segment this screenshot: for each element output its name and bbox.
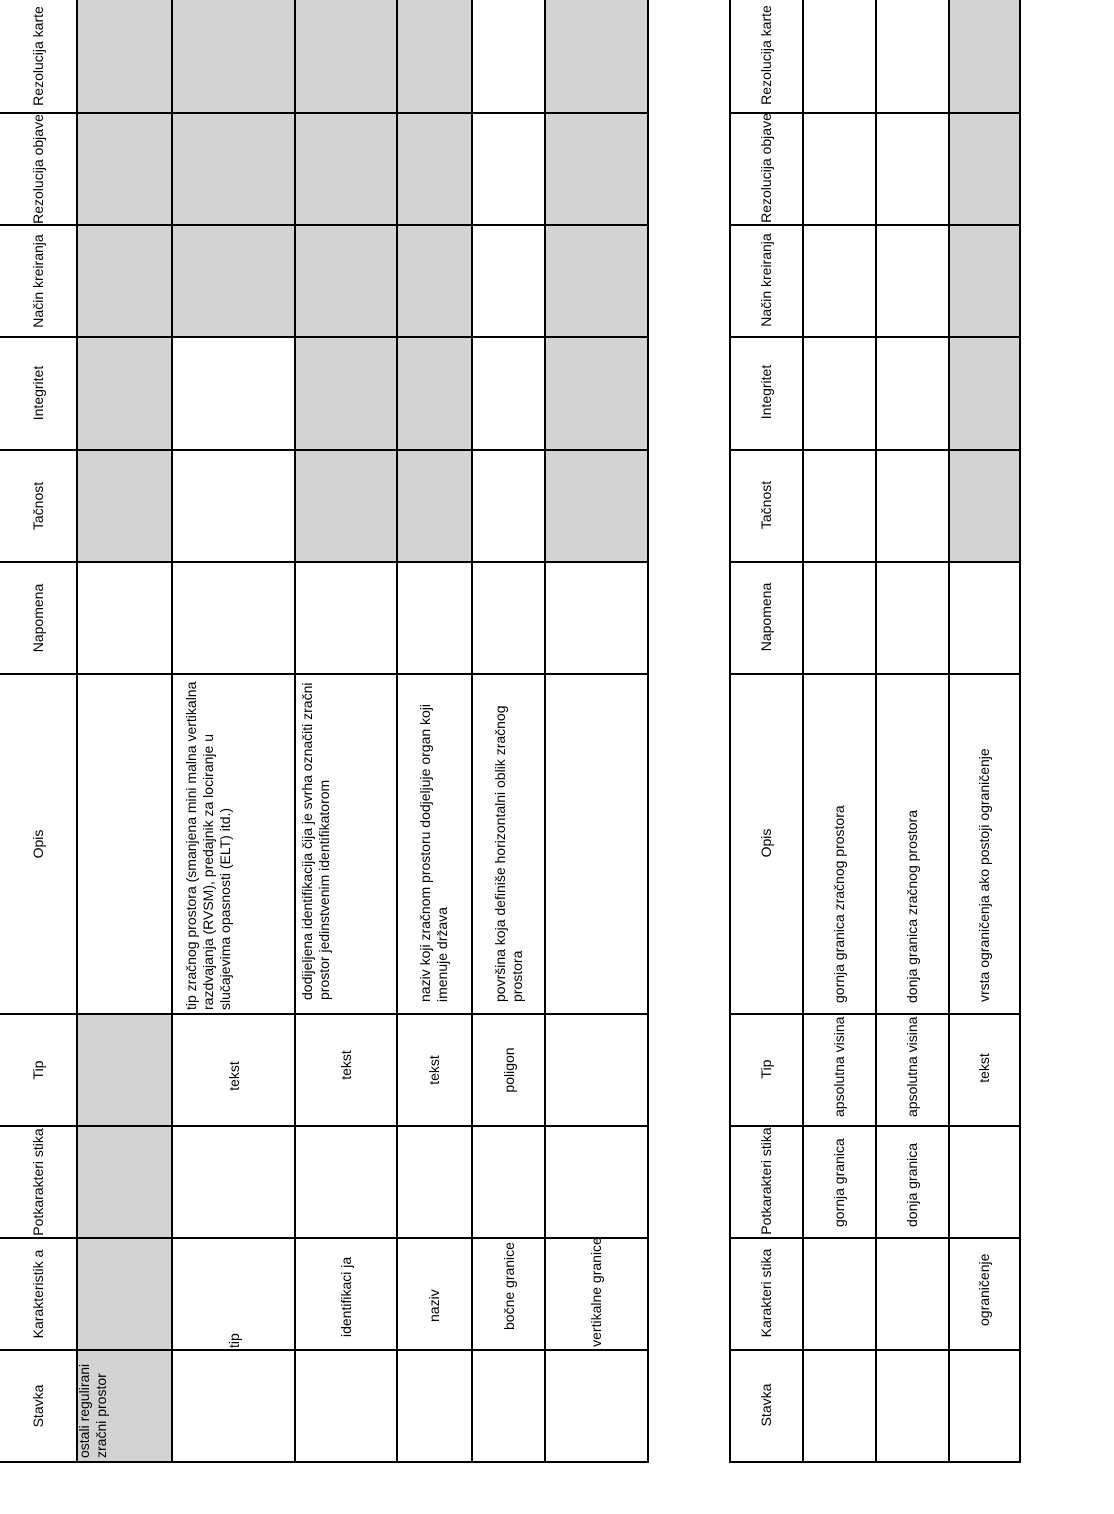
cell-karakteristika: [802, 1237, 876, 1349]
cell-opis: površina koja definiše horizontalni oblik zračnog prostora: [492, 705, 525, 1002]
header-rez-karte: Rezolucija karte: [757, 5, 774, 105]
cell-karakteristika: [875, 1237, 949, 1349]
shade: [76, 1238, 172, 1350]
shade: [76, 0, 172, 336]
cell-opis: tip zračnog prostora (smanjena mini malna vertikalna razdvajanja (RVSM), predajnik za lociranje u slučajevima opasnosti (ELT) itd.): [183, 681, 233, 1010]
cell-tip: tekst: [225, 1061, 242, 1091]
cell-karakteristika: vertikalne granice: [587, 1237, 604, 1347]
header-nacin: Način kreiranja: [29, 234, 46, 328]
cell-tip: poligon: [500, 1047, 517, 1093]
cell-opis: [548, 684, 644, 1024]
header-potkarakteristika: Potkarakteri stika: [757, 1127, 774, 1235]
cell-opis: vrsta ograničenja ako postoji ograničenje: [975, 748, 992, 1002]
header-opis: Opis: [757, 828, 774, 858]
cell-tip: tekst: [975, 1053, 992, 1083]
header-napomena: Napomena: [757, 582, 774, 652]
shade: [172, 0, 295, 336]
header-karakteristika: Karakteri stika: [757, 1248, 774, 1338]
cell-tip: tekst: [337, 1050, 354, 1080]
header-integritet: Integritet: [29, 365, 46, 421]
header-nacin: Način kreiranja: [757, 233, 774, 327]
cell-tip: tekst: [425, 1055, 442, 1085]
header-tacnost: Tačnost: [29, 481, 46, 531]
header-integritet: Integritet: [757, 364, 774, 420]
header-stavka: Stavka: [29, 1384, 46, 1428]
header-tip: Tip: [29, 1060, 46, 1080]
header-rez-objave: Rezolucija objave: [757, 113, 774, 223]
cell-karakteristika: naziv: [425, 1289, 442, 1322]
shade: [949, 0, 1020, 562]
header-opis: Opis: [29, 829, 46, 859]
cell-karakteristika: identifikaci ja: [337, 1256, 354, 1337]
header-rez-objave: Rezolucija objave: [29, 114, 46, 224]
header-potkarakteristika: Potkarakteri stika: [29, 1128, 46, 1236]
header-stavka: Stavka: [757, 1383, 774, 1427]
cell-karakteristika: bočne granice: [500, 1242, 517, 1330]
cell-stavka: ostali regulirani zračni prostor: [76, 1363, 109, 1458]
cell-opis: dodijeljena identifikacija čija je svrha označiti zračni prostor jedinstvenim identifikatorom: [299, 682, 332, 1000]
cell-tip: apsolutna visina: [830, 1016, 847, 1117]
cell-opis: gornja granica zračnog prostora: [830, 805, 847, 1003]
cell-potkarakteristika: gornja granica: [830, 1138, 847, 1227]
header-karakteristika: Karakteristik a: [29, 1249, 46, 1339]
cell-potkarakteristika: [948, 1124, 1020, 1236]
header-rez-karte: Rezolucija karte: [29, 6, 46, 106]
header-napomena: Napomena: [29, 583, 46, 653]
shade: [472, 0, 545, 336]
cell-tip: apsolutna visina: [903, 1016, 920, 1117]
cell-opis: donja granica zračnog prostora: [903, 809, 920, 1003]
header-tip: Tip: [757, 1059, 774, 1079]
cell-karakteristika: ograničenje: [975, 1253, 992, 1326]
header-tacnost: Tačnost: [757, 480, 774, 530]
cell-opis: naziv koji zračnom prostoru dodjeljuje organ koji imenuje država: [417, 703, 450, 1002]
cell-potkarakteristika: donja granica: [903, 1142, 920, 1227]
cell-tip: [548, 1024, 644, 1136]
cell-karakteristika: tip: [225, 1333, 242, 1348]
